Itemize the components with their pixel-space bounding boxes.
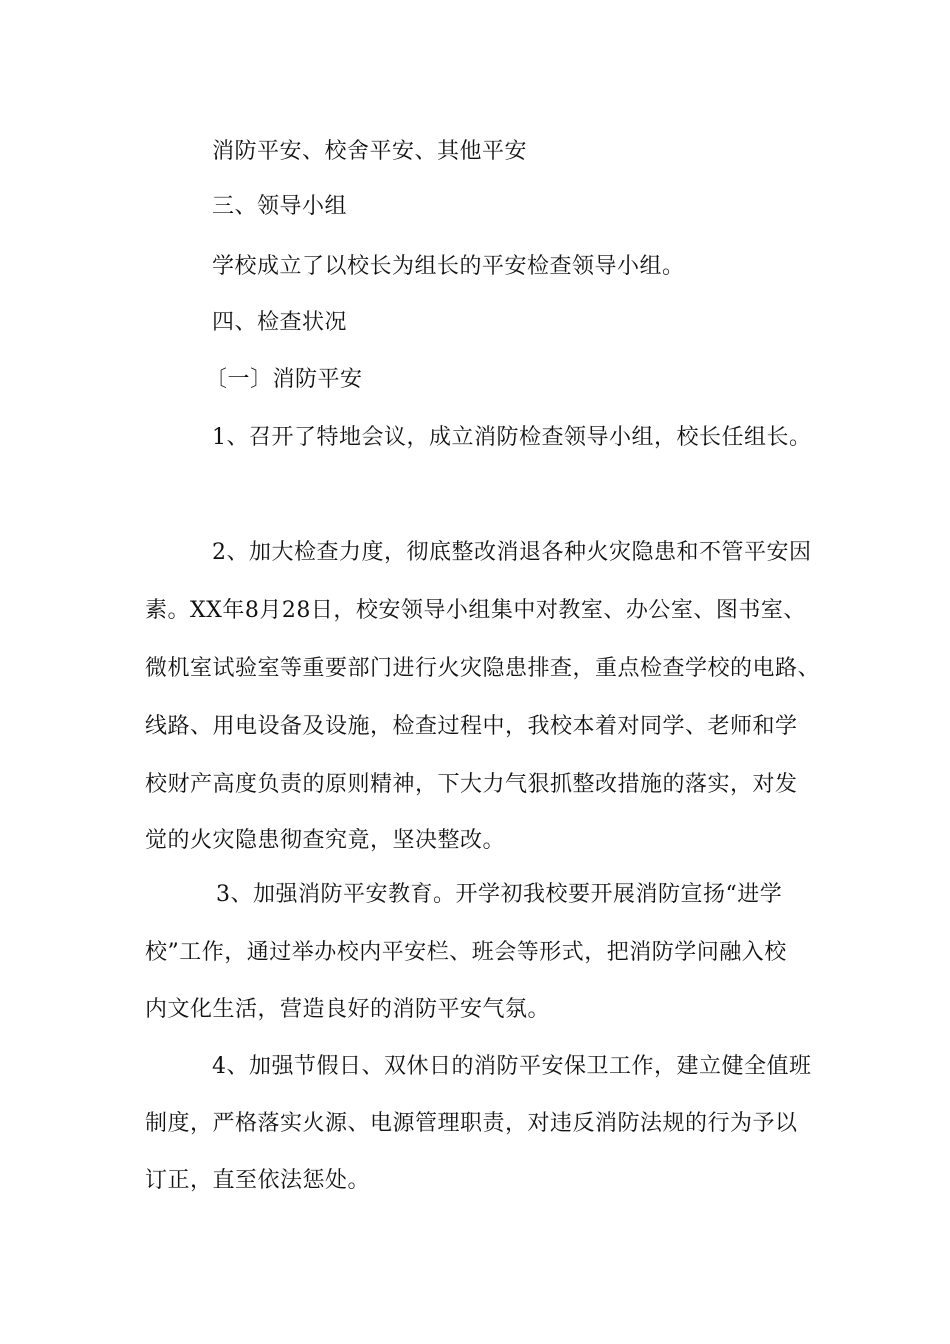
paragraph-1-line-1: 1、召开了特地会议，成立消防检查领导小组，校长任组长。 (212, 425, 812, 450)
paragraph-4-line-2: 制度，严格落实火源、电源管理职责，对违反消防法规的行为予以 (145, 1111, 798, 1136)
paragraph-3-line-2: 校”工作，通过举办校内平安栏、班会等形式，把消防学问融入校 (145, 940, 787, 965)
text-line-safety-categories: 消防平安、校舍平安、其他平安 (212, 139, 528, 164)
heading-leadership-group: 三、领导小组 (212, 194, 348, 219)
paragraph-2-line-2: 素。XX年8月28日，校安领导小组集中对教室、办公室、图书室、 (145, 598, 806, 623)
paragraph-2-line-4: 线路、用电设备及设施，检查过程中，我校本着对同学、老师和学 (145, 714, 798, 739)
paragraph-2-line-1: 2、加大检查力度，彻底整改消退各种火灾隐患和不管平安因 (212, 540, 812, 565)
subheading-fire-safety: 〔一〕消防平安 (205, 367, 363, 392)
paragraph-2-line-3: 微机室试验室等重要部门进行火灾隐患排查，重点检查学校的电路、 (145, 656, 821, 681)
paragraph-2-line-6: 觉的火灾隐患彻查究竟，坚决整改。 (145, 828, 506, 853)
paragraph-4-line-3: 订正，直至依法惩处。 (145, 1168, 371, 1193)
paragraph-3-line-1: 3、加强消防平安教育。开学初我校要开展消防宣扬“进学 (216, 882, 783, 907)
paragraph-4-line-1: 4、加强节假日、双休日的消防平安保卫工作，建立健全值班 (212, 1054, 812, 1079)
heading-inspection-status: 四、检查状况 (212, 310, 348, 335)
text-line-leadership-group: 学校成立了以校长为组长的平安检查领导小组。 (212, 254, 685, 279)
paragraph-3-line-3: 内文化生活，营造良好的消防平安气氛。 (145, 997, 551, 1022)
paragraph-2-line-5: 校财产高度负责的原则精神，下大力气狠抓整改措施的落实，对发 (145, 772, 798, 797)
